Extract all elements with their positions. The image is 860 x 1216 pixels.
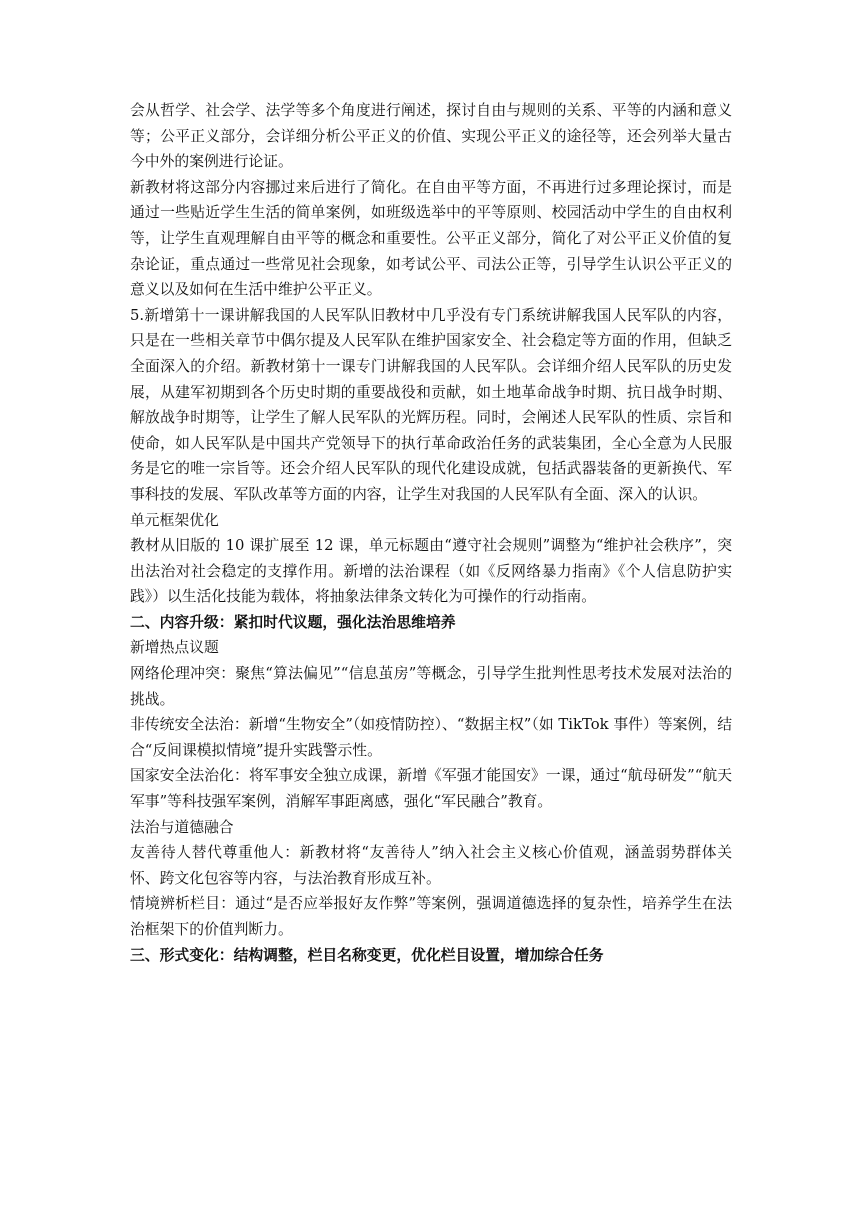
section-heading: 二、内容升级：紧扣时代议题，强化法治思维培养 <box>130 613 456 631</box>
document-body <box>130 98 732 968</box>
paragraph: 网络伦理冲突：聚焦“算法偏见”“信息茧房”等概念，引导学生批判性思考技术发展对法治的挑战。 <box>130 665 732 708</box>
paragraph: 新教材将这部分内容挪过来后进行了简化。在自由平等方面，不再进行过多理论探讨，而是通过一些贴近学生生活的简单案例，如班级选举中的平等原则、校园活动中学生的自由权利等，让学生直观理解自由平等的概念和重要性。公平正义部分，简化了对公平正义价值的复杂论证，重点通过一些常见社会现象，如考试公平、司法公正等，引导学生认识公平正义的意义以及如何在生活中维护公平正义。 <box>130 178 732 299</box>
paragraph: 5.新增第十一课讲解我国的人民军队旧教材中几乎没有专门系统讲解我国人民军队的内容，只是在一些相关章节中偶尔提及人民军队在维护国家安全、社会稳定等方面的作用，但缺乏全面深入的介绍。新教材第十一课专门讲解我国的人民军队。会详细介绍人民军队的历史发展，从建军初期到各个历史时期的重要战役和贡献，如土地革命战争时期、抗日战争时期、解放战争时期等，让学生了解人民军队的光辉历程。同时，会阐述人民军队的性质、宗旨和使命，如人民军队是中国共产党领导下的执行革命政治任务的武装集团，全心全意为人民服务是它的唯一宗旨等。还会介绍人民军队的现代化建设成就，包括武器装备的更新换代、军事科技的发展、军队改革等方面的内容，让学生对我国的人民军队有全面、深入的认识。 <box>130 306 732 503</box>
paragraph: 单元框架优化 <box>130 511 219 529</box>
paragraph: 友善待人替代尊重他人：新教材将“友善待人”纳入社会主义核心价值观，涵盖弱势群体关怀、跨文化包容等内容，与法治教育形成互补。 <box>130 844 732 887</box>
paragraph: 国家安全法治化：将军事安全独立成课，新增《军强才能国安》一课，通过“航母研发”“航天军事”等科技强军案例，消解军事距离感，强化“军民融合”教育。 <box>130 767 732 811</box>
paragraph: 情境辨析栏目：通过“是否应举报好友作弊”等案例，强调道德选择的复杂性，培养学生在法治框架下的价值判断力。 <box>130 895 732 938</box>
paragraph: 教材从旧版的 10 课扩展至 12 课，单元标题由“遵守社会规则”调整为“维护社会秩序”，突出法治对社会稳定的支撑作用。新增的法治课程（如《反网络暴力指南》《个人信息防护实践》）以生活化技能为载体，将抽象法律条文转化为可操作的行动指南。 <box>130 537 732 606</box>
paragraph: 法治与道德融合 <box>130 818 234 836</box>
paragraph: 会从哲学、社会学、法学等多个角度进行阐述，探讨自由与规则的关系、平等的内涵和意义等；公平正义部分，会详细分析公平正义的价值、实现公平正义的途径等，还会列举大量古今中外的案例进行论证。 <box>130 102 732 171</box>
section-heading: 三、形式变化：结构调整，栏目名称变更，优化栏目设置，增加综合任务 <box>130 946 604 964</box>
paragraph: 非传统安全法治：新增“生物安全”（如疫情防控）、“数据主权”（如 TikTok 事件）等案例，结合“反间课模拟情境”提升实践警示性。 <box>130 716 732 759</box>
paragraph: 新增热点议题 <box>130 639 219 657</box>
